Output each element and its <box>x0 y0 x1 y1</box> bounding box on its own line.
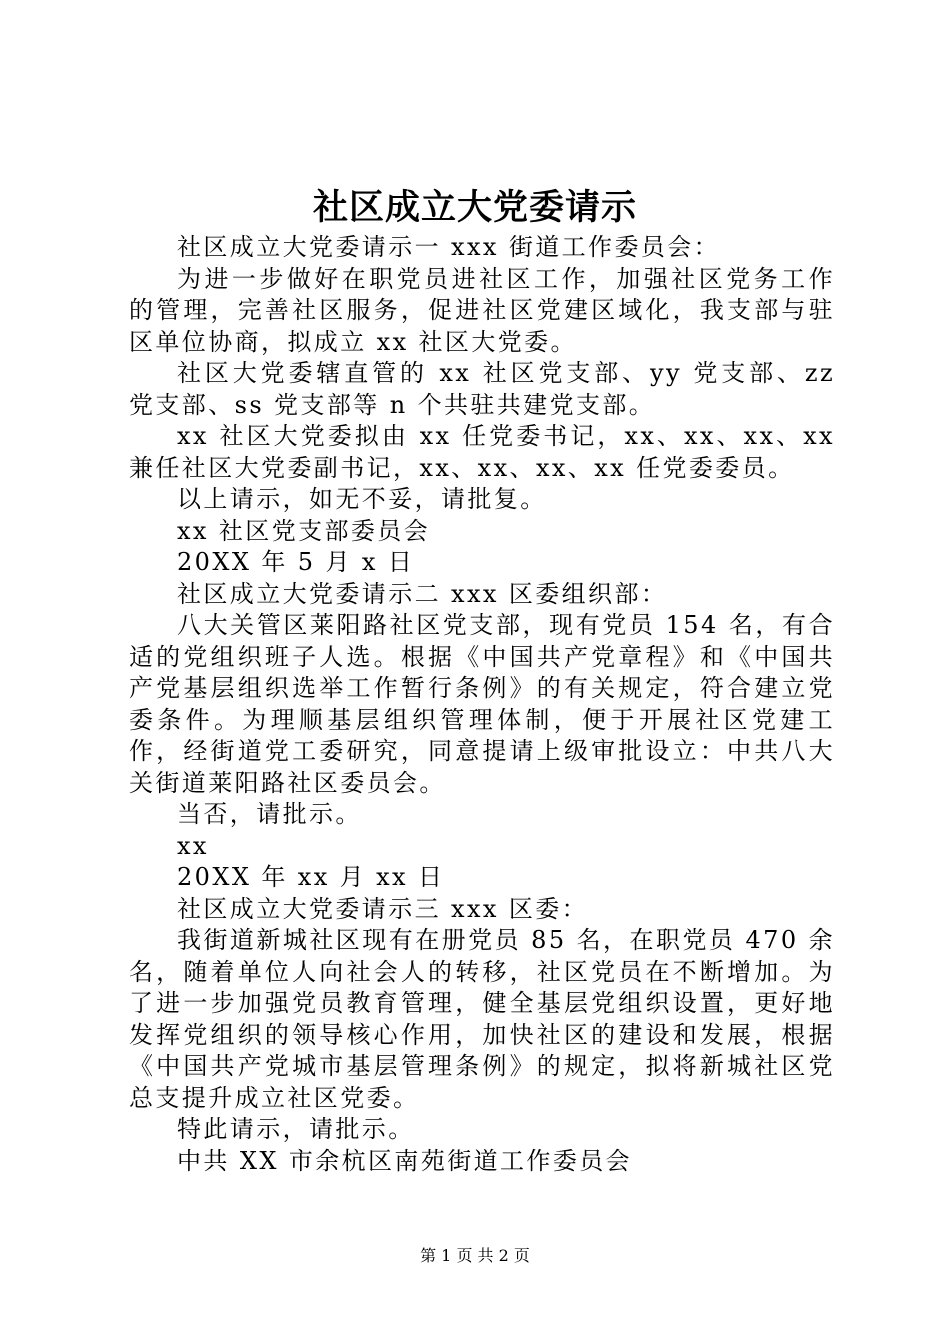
paragraph: 以上请示，如无不妥，请批复。 <box>177 485 547 513</box>
paragraph: 社区成立大党委请示二 xxx 区委组织部： <box>177 579 668 608</box>
date-line: 20XX 年 xx 月 xx 日 <box>177 863 445 891</box>
paragraph: 社区成立大党委请示三 xxx 区委： <box>177 894 589 923</box>
document-title: 社区成立大党委请示 <box>312 187 637 228</box>
signature-line: xx <box>177 831 209 860</box>
paragraph: 社区大党委辖直管的 xx 社区党支部、yy 党支部、zz 党支部、ss 党支部等 n 个共驻共建党支部。 <box>129 359 835 419</box>
date-line: 20XX 年 5 月 x 日 <box>177 548 415 576</box>
signature-line: 中共 XX 市余杭区南苑街道工作委员会 <box>177 1146 633 1175</box>
paragraph: 社区成立大党委请示一 xxx 街道工作委员会： <box>177 233 721 261</box>
page-footer: 第 1 页 共 2 页 <box>420 1246 530 1265</box>
document-body <box>129 232 835 1177</box>
paragraph: 八大关管区莱阳路社区党支部，现有党员 154 名，有合适的党组织班子人选。根据《中国共产党章程》和《中国共产党基层组织选举工作暂行条例》的有关规定，符合建立党委条件。为理顺基层组织管理体制，便于开展社区党建工作，经街道党工委研究，同意提请上级审批设立：中共八大关街道莱阳路社区委员会。 <box>129 611 835 797</box>
signature-line: xx 社区党支部委员会 <box>177 516 431 545</box>
paragraph: xx 社区大党委拟由 xx 任党委书记，xx、xx、xx、xx 兼任社区大党委副书记，xx、xx、xx、xx 任党委委员。 <box>129 422 835 482</box>
paragraph: 特此请示，请批示。 <box>177 1115 415 1143</box>
paragraph: 当否，请批示。 <box>177 800 362 828</box>
paragraph: 为进一步做好在职党员进社区工作，加强社区党务工作的管理，完善社区服务，促进社区党建区域化，我支部与驻区单位协商，拟成立 xx 社区大党委。 <box>129 264 835 356</box>
paragraph: 我街道新城社区现有在册党员 85 名，在职党员 470 余名，随着单位人向社会人的转移，社区党员在不断增加。为了进一步加强党员教育管理，健全基层党组织设置，更好地发挥党组织的领导核心作用，加快社区的建设和发展，根据《中国共产党城市基层管理条例》的规定，拟将新城社区党总支提升成立社区党委。 <box>129 926 835 1112</box>
